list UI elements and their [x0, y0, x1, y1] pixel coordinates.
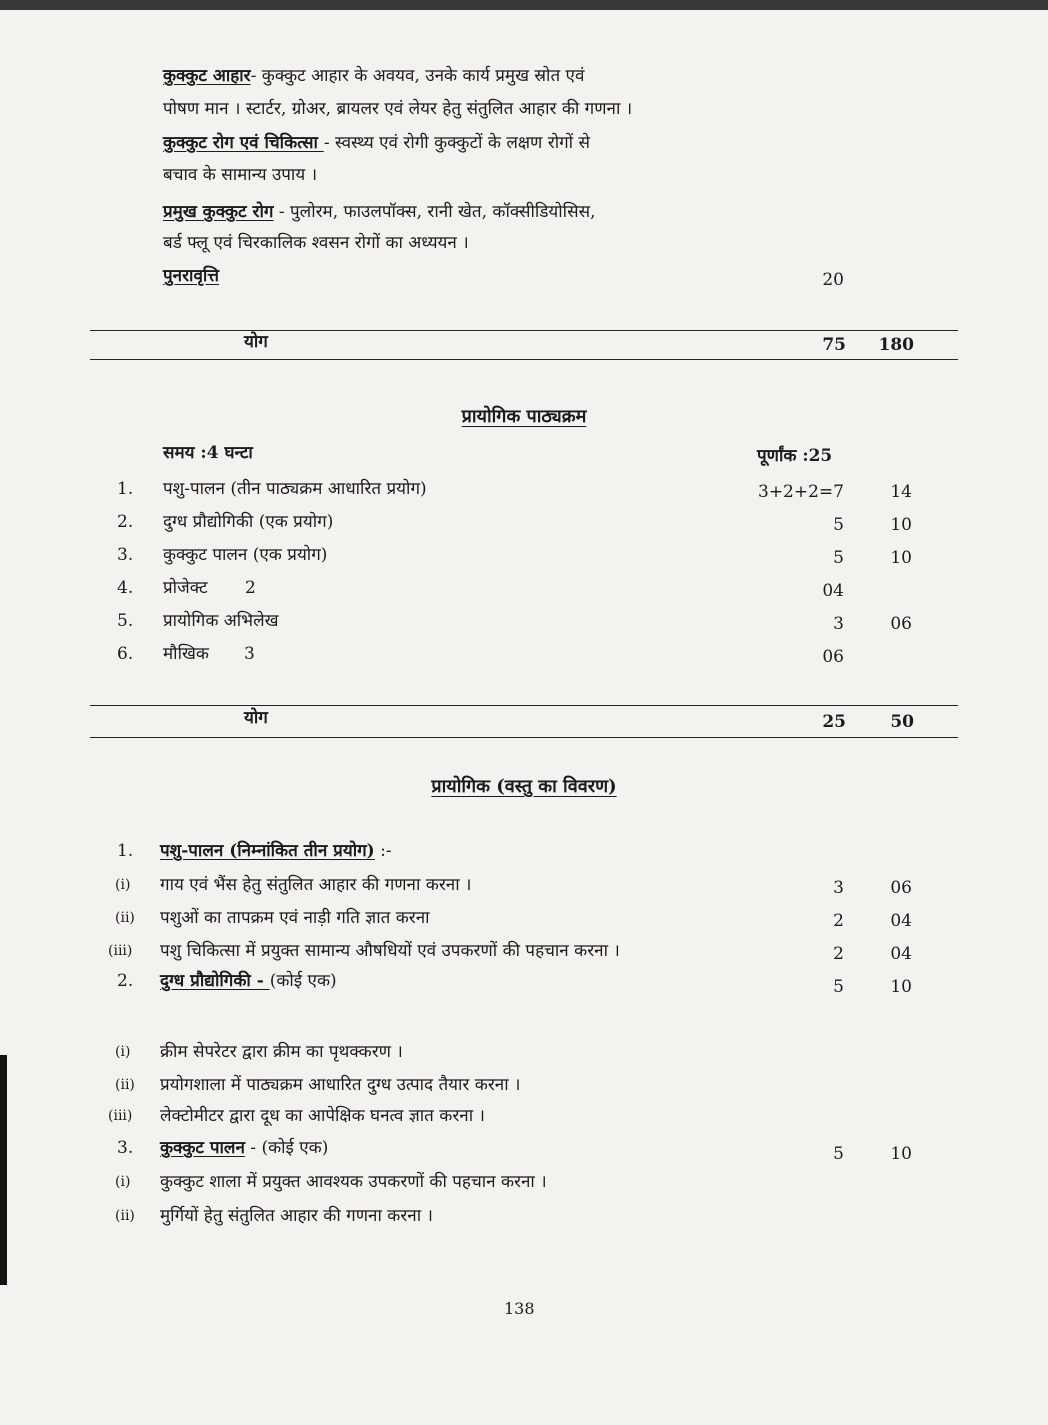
sub-item-number: (iii) [108, 1108, 133, 1124]
sub-item-number: (i) [115, 1044, 131, 1060]
practical-item-periods: 10 [890, 515, 912, 535]
section-heading: पशु-पालन (निम्नांकित तीन प्रयोग) [160, 841, 375, 861]
poultry-disease-paragraph [163, 131, 590, 155]
section-heading: कुक्कुट पालन [160, 1138, 245, 1158]
section-marks: 5 [833, 1144, 844, 1164]
revision-value: 20 [822, 270, 844, 290]
practical-item-number: 1. [117, 479, 134, 499]
section-heading-suffix: - (कोई एक) [244, 1138, 329, 1158]
poultry-disease-line2: बचाव के सामान्य उपाय । [163, 165, 318, 185]
divider [90, 737, 958, 738]
sub-item-text: मुर्गियों हेतु संतुलित आहार की गणना करना । [160, 1206, 433, 1226]
sub-item-text: पशु चिकित्सा में प्रयुक्त सामान्य औषधियों एवं उपकरणों की पहचान करना । [160, 941, 620, 961]
sub-item-periods: 06 [890, 878, 912, 898]
divider [90, 330, 958, 331]
sub-item-number: (ii) [115, 910, 135, 926]
practical-time: समय :4 घन्टा [163, 443, 253, 463]
sub-item-number: (ii) [115, 1208, 135, 1224]
practical-total-periods: 50 [890, 712, 914, 732]
section-heading-line [160, 839, 392, 863]
sub-item-number: (i) [115, 1174, 131, 1190]
sub-item-marks: 2 [833, 911, 844, 931]
practical-item-label: प्रोजेक्ट [163, 578, 208, 598]
poultry-feed-line2: पोषण मान । स्टार्टर, ग्रोअर, ब्रायलर एवं लेयर हेतु संतुलित आहार की गणना । [163, 99, 633, 119]
practical-title: प्रायोगिक पाठ्यक्रम [461, 406, 587, 427]
practical-item-marks: 3+2+2=7 [758, 482, 844, 502]
sub-item-marks: 3 [833, 878, 844, 898]
section-number: 3. [117, 1138, 134, 1158]
sub-item-text: गाय एवं भैंस हेतु संतुलित आहार की गणना करना । [160, 875, 472, 895]
practical-item-marks: 5 [833, 548, 844, 568]
practical-item-label: दुग्ध प्रौद्योगिकी (एक प्रयोग) [163, 512, 334, 532]
theory-total-periods: 180 [878, 335, 914, 355]
poultry-feed-heading: कुक्कुट आहार [163, 66, 251, 86]
practical-item-marks: 3 [833, 614, 844, 634]
major-disease-line2: बर्ड फ्लू एवं चिरकालिक श्वसन रोगों का अध्ययन । [163, 233, 469, 253]
practical-item-extra: 3 [244, 644, 255, 664]
sub-item-periods: 04 [890, 944, 912, 964]
sub-item-number: (i) [115, 877, 131, 893]
practical-item-number: 3. [117, 545, 134, 565]
practical-item-extra: 2 [245, 578, 256, 598]
section-heading-suffix: :- [374, 841, 392, 861]
sub-item-text: पशुओं का तापक्रम एवं नाड़ी गति ज्ञात करना [160, 908, 430, 928]
poultry-feed-text: - कुक्कुट आहार के अवयव, उनके कार्य प्रमुख स्रोत एवं [250, 66, 585, 86]
sub-item-marks: 2 [833, 944, 844, 964]
major-disease-paragraph [163, 200, 595, 224]
major-disease-heading: प्रमुख कुक्कुट रोग [163, 202, 274, 222]
scan-left-edge [0, 1055, 7, 1285]
section-number: 2. [117, 971, 134, 991]
major-disease-text: - पुलोरम, फाउलपॉक्स, रानी खेत, कॉक्सीडियोसिस, [273, 202, 596, 222]
practical-total-marks: 25 [822, 712, 846, 732]
practical-item-label: मौखिक [163, 644, 209, 664]
practical-full-marks: पूर्णांक :25 [757, 446, 833, 466]
section-heading-line [160, 1136, 328, 1160]
practical-item-number: 4. [117, 578, 134, 598]
sub-item-text: प्रयोगशाला में पाठ्यक्रम आधारित दुग्ध उत्पाद तैयार करना । [160, 1075, 521, 1095]
sub-item-text: लेक्टोमीटर द्वारा दूध का आपेक्षिक घनत्व ज्ञात करना । [160, 1106, 485, 1126]
theory-total-marks: 75 [822, 335, 846, 355]
section-heading: दुग्ध प्रौद्योगिकी - [160, 971, 270, 991]
sub-item-number: (iii) [108, 943, 133, 959]
poultry-disease-heading: कुक्कुट रोग एवं चिकित्सा [163, 133, 324, 153]
page-number: 138 [504, 1299, 535, 1318]
poultry-disease-text: - स्वस्थ्य एवं रोगी कुक्कुटों के लक्षण रोगों से [323, 133, 590, 153]
practical-item-marks: 5 [833, 515, 844, 535]
practical-item-marks: 04 [822, 581, 844, 601]
practical-item-label: प्रायोगिक अभिलेख [163, 611, 279, 631]
practical-total-label: योग [244, 708, 268, 728]
practical-item-periods: 06 [890, 614, 912, 634]
sub-item-periods: 04 [890, 911, 912, 931]
divider [90, 359, 958, 360]
practical-item-marks: 06 [822, 647, 844, 667]
details-title: प्रायोगिक (वस्तु का विवरण) [431, 776, 617, 797]
section-heading-line [160, 969, 337, 993]
section-periods: 10 [890, 977, 912, 997]
scan-top-edge [0, 0, 1048, 10]
revision-label: पुनरावृत्ति [163, 266, 220, 286]
divider [90, 705, 958, 706]
section-heading-suffix: (कोई एक) [269, 971, 337, 991]
theory-total-label: योग [244, 332, 268, 352]
practical-item-periods: 10 [890, 548, 912, 568]
practical-item-label: कुक्कुट पालन (एक प्रयोग) [163, 545, 328, 565]
sub-item-text: क्रीम सेपरेटर द्वारा क्रीम का पृथक्करण । [160, 1042, 403, 1062]
practical-item-number: 2. [117, 512, 134, 532]
practical-item-number: 6. [117, 644, 134, 664]
practical-item-number: 5. [117, 611, 134, 631]
sub-item-number: (ii) [115, 1077, 135, 1093]
poultry-feed-paragraph [163, 64, 584, 88]
section-periods: 10 [890, 1144, 912, 1164]
practical-item-periods: 14 [890, 482, 912, 502]
practical-item-label: पशु-पालन (तीन पाठ्यक्रम आधारित प्रयोग) [163, 479, 427, 499]
section-marks: 5 [833, 977, 844, 997]
section-number: 1. [117, 841, 134, 861]
sub-item-text: कुक्कुट शाला में प्रयुक्त आवश्यक उपकरणों की पहचान करना । [160, 1172, 547, 1192]
